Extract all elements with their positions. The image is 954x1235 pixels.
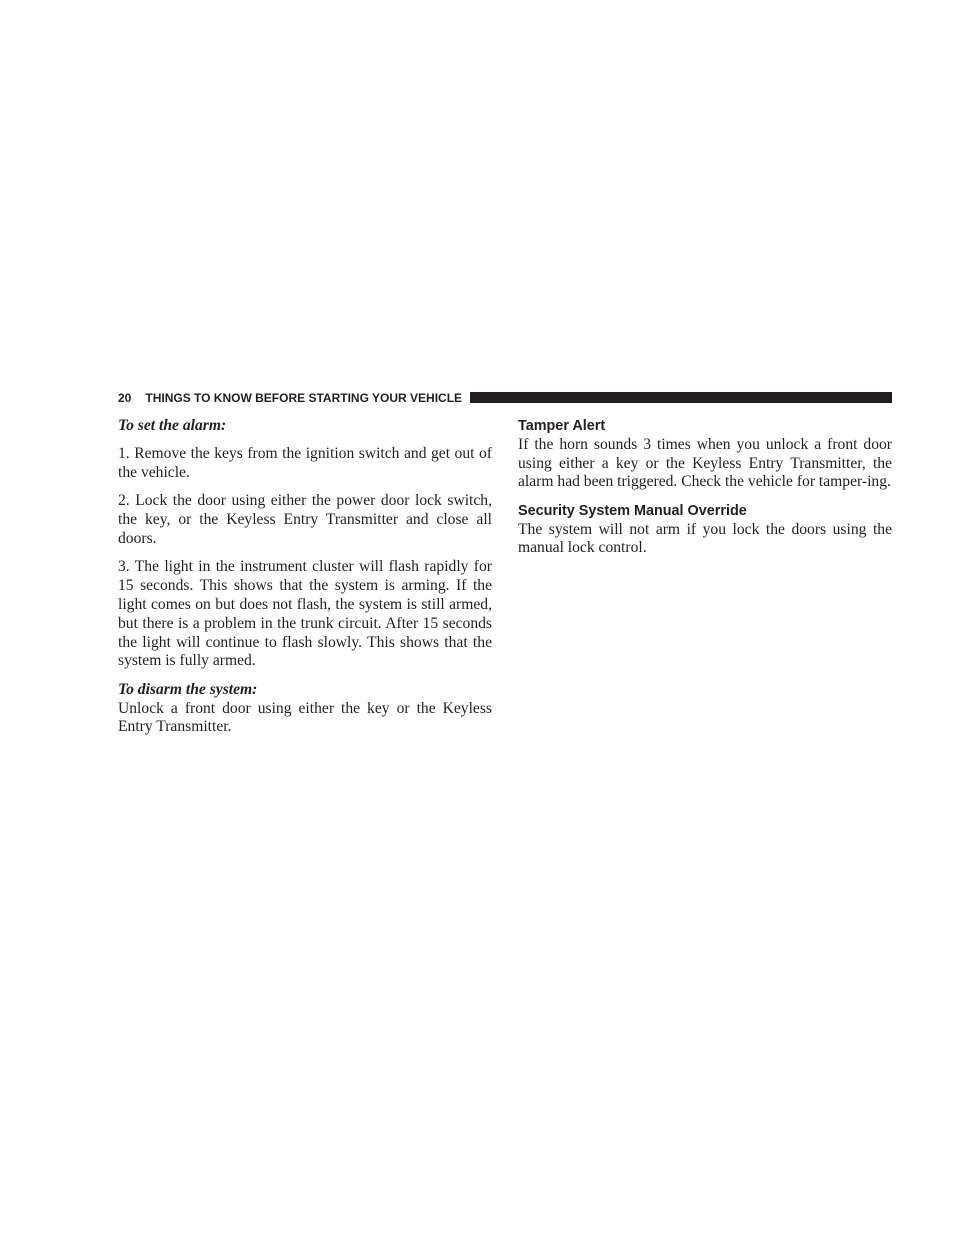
tamper-alert-text: If the horn sounds 3 times when you unlock a front door using either a key or the Keyless Entry Transmitter, the alarm had been triggered. Check the vehicle for tamper-ing. <box>518 435 892 491</box>
step-2-text: 2. Lock the door using either the power door lock switch, the key, or the Keyless Entry Transmitter and close all doors. <box>118 492 492 547</box>
section-title: THINGS TO KNOW BEFORE STARTING YOUR VEHICLE <box>145 390 463 405</box>
right-column <box>518 417 892 558</box>
disarm-text: Unlock a front door using either the key or the Keyless Entry Transmitter. <box>118 699 492 736</box>
tamper-alert-heading: Tamper Alert <box>518 418 606 434</box>
set-alarm-heading: To set the alarm: <box>118 417 227 434</box>
page-number: 20 <box>118 390 132 405</box>
step-1-text: 1. Remove the keys from the ignition switch and get out of the vehicle. <box>118 445 492 481</box>
page-header <box>118 389 892 406</box>
step-3-text: 3. The light in the instrument cluster will flash rapidly for 15 seconds. This shows that the system is arming. If the light comes on but does not flash, the system is still armed, but there is a problem in the trunk circuit. After 15 seconds the light will continue to flash slowly. This shows that the system is fully armed. <box>118 558 492 670</box>
header-rule <box>470 392 892 403</box>
manual-override-heading: Security System Manual Override <box>518 502 747 519</box>
manual-override-text: The system will not arm if you lock the doors using the manual lock control. <box>518 520 892 557</box>
left-column <box>118 417 492 737</box>
disarm-heading: To disarm the system: <box>118 680 258 698</box>
